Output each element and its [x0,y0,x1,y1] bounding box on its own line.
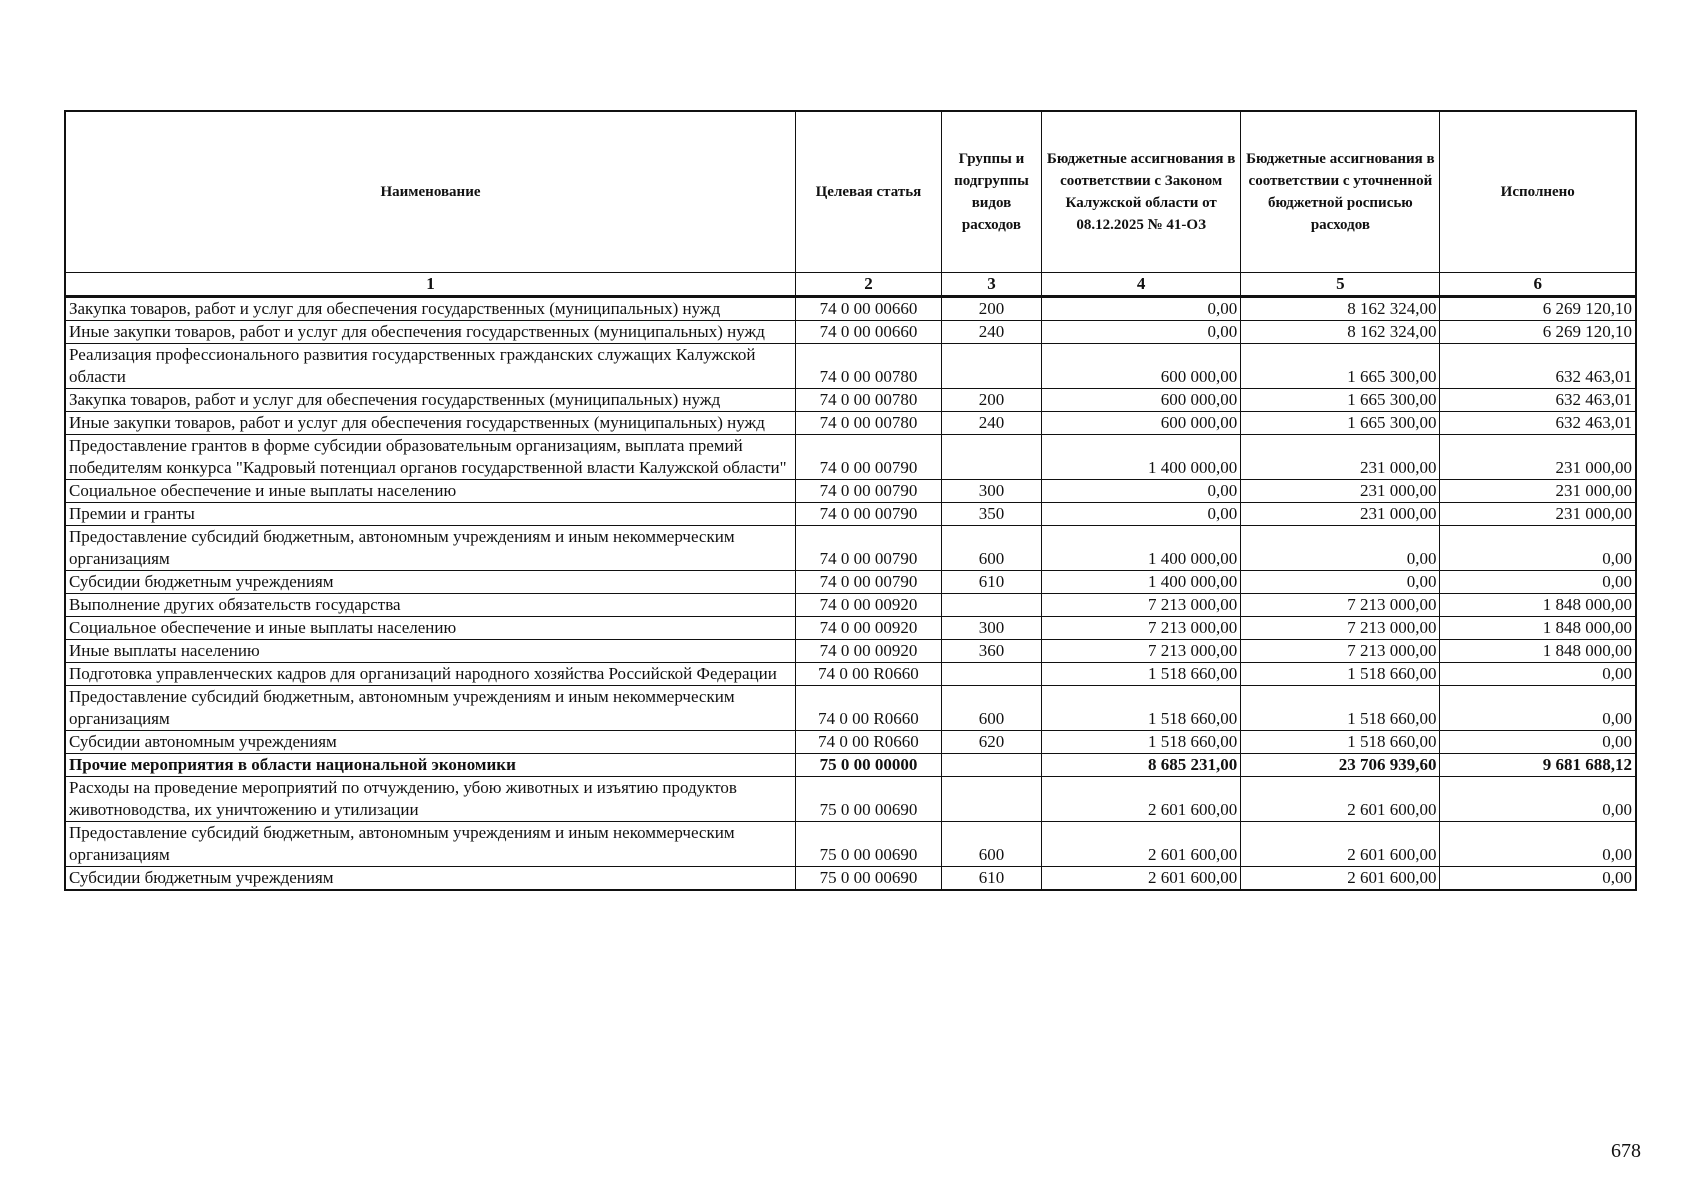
cell-target-article: 75 0 00 00690 [796,777,942,822]
cell-name: Премии и гранты [65,503,796,526]
cell-expense-group: 240 [941,412,1041,435]
cell-executed-amount: 632 463,01 [1440,344,1636,389]
cell-executed-amount: 0,00 [1440,822,1636,867]
cell-name: Закупка товаров, работ и услуг для обеспечения государственных (муниципальных) нужд [65,297,796,321]
cell-name: Предоставление грантов в форме субсидии образовательным организациям, выплата премий победителям конкурса "Кадровый потенциал органов государственной власти Калужской области" [65,435,796,480]
cell-law-amount: 8 685 231,00 [1042,754,1241,777]
cell-refined-amount: 231 000,00 [1241,435,1440,480]
cell-target-article: 74 0 00 00920 [796,617,942,640]
cell-law-amount: 1 400 000,00 [1042,435,1241,480]
table-row [65,731,1636,754]
cell-name: Социальное обеспечение и иные выплаты населению [65,480,796,503]
cell-name: Закупка товаров, работ и услуг для обеспечения государственных (муниципальных) нужд [65,389,796,412]
cell-law-amount: 1 400 000,00 [1042,571,1241,594]
header-refined-allocations: Бюджетные ассигнования в соответствии с уточненной бюджетной росписью расходов [1241,111,1440,273]
cell-expense-group [941,663,1041,686]
cell-executed-amount: 1 848 000,00 [1440,640,1636,663]
table-row [65,435,1636,480]
cell-executed-amount: 1 848 000,00 [1440,617,1636,640]
cell-law-amount: 600 000,00 [1042,344,1241,389]
cell-refined-amount: 231 000,00 [1241,480,1440,503]
table-row [65,663,1636,686]
cell-expense-group: 200 [941,389,1041,412]
table-row [65,503,1636,526]
cell-executed-amount: 0,00 [1440,526,1636,571]
cell-law-amount: 0,00 [1042,297,1241,321]
cell-refined-amount: 1 665 300,00 [1241,344,1440,389]
cell-refined-amount: 2 601 600,00 [1241,777,1440,822]
cell-executed-amount: 0,00 [1440,867,1636,891]
cell-target-article: 74 0 00 00660 [796,297,942,321]
cell-expense-group: 620 [941,731,1041,754]
cell-target-article: 74 0 00 00790 [796,503,942,526]
cell-expense-group [941,754,1041,777]
cell-name: Прочие мероприятия в области национальной экономики [65,754,796,777]
cell-name: Предоставление субсидий бюджетным, автономным учреждениям и иным некоммерческим организациям [65,822,796,867]
table-row [65,344,1636,389]
cell-target-article: 74 0 00 00790 [796,571,942,594]
column-number-row [65,273,1636,297]
cell-executed-amount: 0,00 [1440,571,1636,594]
table-row [65,480,1636,503]
table-row [65,822,1636,867]
cell-name: Иные закупки товаров, работ и услуг для обеспечения государственных (муниципальных) нужд [65,412,796,435]
cell-name: Предоставление субсидий бюджетным, автономным учреждениям и иным некоммерческим организациям [65,526,796,571]
column-number: 4 [1042,273,1241,297]
cell-expense-group: 240 [941,321,1041,344]
cell-law-amount: 1 518 660,00 [1042,731,1241,754]
cell-name: Реализация профессионального развития государственных гражданских служащих Калужской области [65,344,796,389]
cell-executed-amount: 6 269 120,10 [1440,321,1636,344]
table-row [65,686,1636,731]
cell-target-article: 74 0 00 00780 [796,344,942,389]
cell-refined-amount: 231 000,00 [1241,503,1440,526]
cell-law-amount: 2 601 600,00 [1042,777,1241,822]
cell-expense-group: 600 [941,822,1041,867]
cell-target-article: 74 0 00 00780 [796,389,942,412]
header-row [65,111,1636,273]
cell-executed-amount: 9 681 688,12 [1440,754,1636,777]
cell-expense-group: 350 [941,503,1041,526]
cell-target-article: 74 0 00 00920 [796,640,942,663]
cell-name: Субсидии автономным учреждениям [65,731,796,754]
cell-executed-amount: 632 463,01 [1440,389,1636,412]
cell-law-amount: 1 518 660,00 [1042,686,1241,731]
cell-refined-amount: 1 518 660,00 [1241,686,1440,731]
cell-refined-amount: 8 162 324,00 [1241,297,1440,321]
cell-expense-group: 360 [941,640,1041,663]
cell-name: Иные закупки товаров, работ и услуг для обеспечения государственных (муниципальных) нужд [65,321,796,344]
cell-expense-group: 600 [941,526,1041,571]
cell-target-article: 74 0 00 00920 [796,594,942,617]
cell-name: Расходы на проведение мероприятий по отчуждению, убою животных и изъятию продуктов животноводства, их уничтожению и утилизации [65,777,796,822]
cell-expense-group: 300 [941,617,1041,640]
cell-expense-group [941,344,1041,389]
cell-target-article: 74 0 00 R0660 [796,663,942,686]
column-number: 3 [941,273,1041,297]
table-row [65,321,1636,344]
cell-executed-amount: 0,00 [1440,731,1636,754]
table-row [65,571,1636,594]
table-row [65,412,1636,435]
header-target-article: Целевая статья [796,111,942,273]
cell-expense-group: 610 [941,571,1041,594]
cell-executed-amount: 0,00 [1440,686,1636,731]
cell-refined-amount: 0,00 [1241,526,1440,571]
cell-target-article: 74 0 00 00660 [796,321,942,344]
cell-expense-group: 300 [941,480,1041,503]
cell-refined-amount: 7 213 000,00 [1241,617,1440,640]
cell-executed-amount: 0,00 [1440,777,1636,822]
cell-law-amount: 7 213 000,00 [1042,640,1241,663]
cell-refined-amount: 7 213 000,00 [1241,640,1440,663]
cell-law-amount: 2 601 600,00 [1042,867,1241,891]
cell-refined-amount: 1 665 300,00 [1241,389,1440,412]
cell-executed-amount: 6 269 120,10 [1440,297,1636,321]
cell-name: Социальное обеспечение и иные выплаты населению [65,617,796,640]
cell-name: Субсидии бюджетным учреждениям [65,571,796,594]
cell-refined-amount: 0,00 [1241,571,1440,594]
cell-law-amount: 1 518 660,00 [1042,663,1241,686]
cell-refined-amount: 1 518 660,00 [1241,663,1440,686]
cell-executed-amount: 632 463,01 [1440,412,1636,435]
cell-refined-amount: 1 665 300,00 [1241,412,1440,435]
cell-refined-amount: 2 601 600,00 [1241,867,1440,891]
cell-executed-amount: 0,00 [1440,663,1636,686]
table-row [65,389,1636,412]
cell-name: Выполнение других обязательств государства [65,594,796,617]
table-row [65,594,1636,617]
cell-name: Субсидии бюджетным учреждениям [65,867,796,891]
cell-name: Предоставление субсидий бюджетным, автономным учреждениям и иным некоммерческим организациям [65,686,796,731]
cell-expense-group: 600 [941,686,1041,731]
cell-expense-group: 200 [941,297,1041,321]
column-number: 6 [1440,273,1636,297]
table-row [65,297,1636,321]
cell-law-amount: 0,00 [1042,480,1241,503]
cell-target-article: 75 0 00 00000 [796,754,942,777]
table-row [65,777,1636,822]
cell-expense-group: 610 [941,867,1041,891]
table-row [65,867,1636,891]
cell-law-amount: 7 213 000,00 [1042,617,1241,640]
cell-target-article: 74 0 00 R0660 [796,731,942,754]
table-body [65,297,1636,891]
cell-name: Иные выплаты населению [65,640,796,663]
cell-law-amount: 7 213 000,00 [1042,594,1241,617]
cell-expense-group [941,594,1041,617]
cell-law-amount: 0,00 [1042,503,1241,526]
cell-refined-amount: 8 162 324,00 [1241,321,1440,344]
cell-law-amount: 1 400 000,00 [1042,526,1241,571]
cell-refined-amount: 2 601 600,00 [1241,822,1440,867]
column-number: 1 [65,273,796,297]
table-row [65,617,1636,640]
cell-expense-group [941,777,1041,822]
cell-refined-amount: 7 213 000,00 [1241,594,1440,617]
cell-target-article: 74 0 00 00780 [796,412,942,435]
cell-target-article: 74 0 00 00790 [796,526,942,571]
cell-target-article: 74 0 00 00790 [796,435,942,480]
cell-target-article: 75 0 00 00690 [796,822,942,867]
table-row [65,640,1636,663]
table-row [65,526,1636,571]
column-number: 2 [796,273,942,297]
cell-target-article: 74 0 00 00790 [796,480,942,503]
cell-law-amount: 2 601 600,00 [1042,822,1241,867]
column-number: 5 [1241,273,1440,297]
cell-target-article: 74 0 00 R0660 [796,686,942,731]
table-row [65,754,1636,777]
cell-law-amount: 600 000,00 [1042,412,1241,435]
cell-law-amount: 600 000,00 [1042,389,1241,412]
cell-executed-amount: 231 000,00 [1440,435,1636,480]
budget-table [64,110,1637,891]
cell-target-article: 75 0 00 00690 [796,867,942,891]
cell-executed-amount: 231 000,00 [1440,503,1636,526]
cell-refined-amount: 23 706 939,60 [1241,754,1440,777]
page-number: 678 [1611,1140,1641,1162]
header-name: Наименование [65,111,796,273]
cell-executed-amount: 1 848 000,00 [1440,594,1636,617]
cell-name: Подготовка управленческих кадров для организаций народного хозяйства Российской Федерации [65,663,796,686]
cell-expense-group [941,435,1041,480]
header-law-allocations: Бюджетные ассигнования в соответствии с Законом Калужской области от 08.12.2025 № 41-ОЗ [1042,111,1241,273]
cell-refined-amount: 1 518 660,00 [1241,731,1440,754]
header-executed: Исполнено [1440,111,1636,273]
cell-executed-amount: 231 000,00 [1440,480,1636,503]
cell-law-amount: 0,00 [1042,321,1241,344]
header-expense-groups: Группы и подгруппы видов расходов [941,111,1041,273]
